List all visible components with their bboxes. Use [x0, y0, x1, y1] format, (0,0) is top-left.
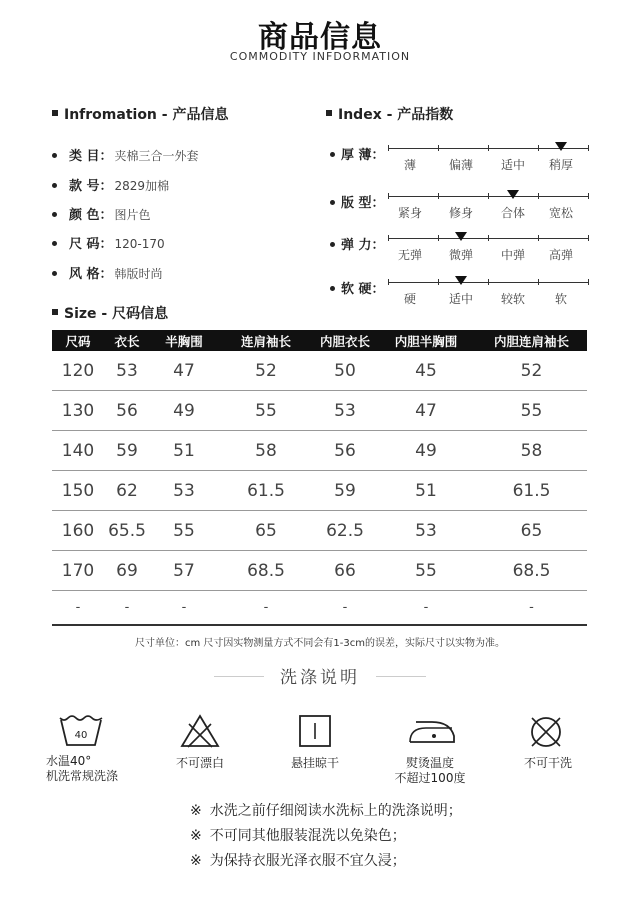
caption-line: 水温40° — [46, 754, 92, 768]
table-cell: 170 — [52, 551, 104, 591]
index-option: 无弹 — [397, 248, 422, 262]
reference-mark-icon: ※ — [190, 828, 202, 844]
index-scale-line — [388, 196, 588, 197]
scale-tick — [488, 279, 489, 285]
size-table — [52, 330, 587, 626]
size-column-header: 尺码 — [52, 330, 104, 351]
reference-mark-icon: ※ — [190, 853, 202, 869]
scale-tick — [588, 145, 589, 151]
caption-line: 悬挂晾干 — [290, 756, 339, 770]
care-note — [190, 850, 406, 870]
care-note-text: 水洗之前仔细阅读水洗标上的洗涤说明； — [209, 803, 462, 819]
caption-line: 不超过100度 — [394, 771, 466, 785]
scale-tick — [388, 193, 389, 199]
info-row-style — [52, 264, 163, 284]
table-cell: 51 — [150, 431, 218, 471]
table-cell: - — [52, 591, 104, 626]
index-option: 软 — [554, 292, 567, 306]
table-row — [52, 551, 587, 591]
info-row-size-range — [52, 234, 165, 254]
no-dry-clean-icon — [528, 714, 564, 750]
index-option: 薄 — [403, 158, 416, 172]
scale-tick — [588, 193, 589, 199]
info-value: 120-170 — [114, 237, 165, 251]
reference-mark-icon: ※ — [190, 803, 202, 819]
bullet-dot-icon — [52, 183, 57, 188]
bullet-dot-icon — [330, 286, 335, 291]
scale-tick — [438, 235, 439, 241]
table-cell: 65 — [218, 511, 314, 551]
table-cell: 61.5 — [218, 471, 314, 511]
index-scale-line — [388, 238, 588, 239]
table-row — [52, 511, 587, 551]
size-column-header: 连肩袖长 — [218, 330, 314, 351]
index-label: 弹 力： — [341, 238, 385, 253]
scale-tick — [488, 235, 489, 241]
table-cell: 52 — [476, 351, 587, 391]
index-label: 版 型： — [341, 196, 385, 211]
table-cell: 56 — [104, 391, 150, 431]
size-heading-text: Size - 尺码信息 — [64, 306, 169, 322]
table-cell: - — [476, 591, 587, 626]
info-label: 尺 码： — [69, 237, 113, 252]
index-label: 厚 薄： — [341, 148, 385, 163]
table-cell: 53 — [376, 511, 476, 551]
scale-tick — [438, 279, 439, 285]
index-option: 中弹 — [500, 248, 525, 262]
selected-marker-icon — [555, 142, 567, 151]
size-column-header: 内胆半胸围 — [376, 330, 476, 351]
page-title: 商品信息 — [258, 20, 382, 55]
scale-tick — [538, 145, 539, 151]
table-cell: 45 — [376, 351, 476, 391]
care-note — [190, 825, 406, 845]
hang-dry-caption — [275, 756, 355, 771]
table-cell: 59 — [314, 471, 376, 511]
table-cell: - — [376, 591, 476, 626]
index-option: 稍厚 — [548, 158, 573, 172]
scale-tick — [538, 235, 539, 241]
caption-line: 熨烫温度 — [405, 756, 454, 770]
scale-tick — [588, 235, 589, 241]
scale-tick — [438, 193, 439, 199]
size-column-header: 衣长 — [104, 330, 150, 351]
table-row — [52, 431, 587, 471]
bullet-dot-icon — [330, 152, 335, 157]
table-cell: 65.5 — [104, 511, 150, 551]
no-bleach-caption — [160, 756, 240, 771]
size-table-header — [52, 330, 587, 351]
info-row-category — [52, 146, 199, 166]
no-bleach-icon — [180, 714, 220, 748]
care-note-text: 为保持衣服光泽衣服不宜久浸； — [209, 853, 406, 869]
bullet-dot-icon — [330, 200, 335, 205]
index-label: 软 硬： — [341, 282, 385, 297]
bullet-dot-icon — [330, 242, 335, 247]
wash-temp-number: 40 — [74, 730, 88, 741]
table-cell: 62 — [104, 471, 150, 511]
square-bullet-icon — [326, 110, 332, 116]
table-cell: 65 — [476, 511, 587, 551]
index-option: 高弹 — [548, 248, 573, 262]
info-value: 图片色 — [114, 208, 151, 222]
table-cell: 49 — [376, 431, 476, 471]
wash-40-tub-icon — [58, 714, 104, 748]
table-row — [52, 471, 587, 511]
info-value: 韩版时尚 — [114, 267, 163, 281]
table-row — [52, 351, 587, 391]
info-value: 2829加棉 — [114, 179, 170, 193]
selected-marker-icon — [507, 190, 519, 199]
bullet-dot-icon — [52, 153, 57, 158]
size-column-header: 半胸围 — [150, 330, 218, 351]
table-cell: 52 — [218, 351, 314, 391]
page-subtitle: COMMODITY INFDORMATION — [229, 50, 411, 63]
table-cell: 66 — [314, 551, 376, 591]
index-option: 适中 — [448, 292, 473, 306]
info-value: 夹棉三合一外套 — [114, 149, 199, 163]
scale-tick — [438, 145, 439, 151]
table-cell: 47 — [150, 351, 218, 391]
scale-tick — [588, 279, 589, 285]
size-note: 尺寸单位：cm 尺寸因实物测量方式不同会有1-3cm的误差，实际尺寸以实物为准。 — [135, 638, 505, 649]
scale-tick — [538, 279, 539, 285]
caption-line: 机洗常规洗涤 — [46, 769, 119, 783]
table-cell: 59 — [104, 431, 150, 471]
table-cell: 53 — [314, 391, 376, 431]
scale-tick — [538, 193, 539, 199]
table-cell: 140 — [52, 431, 104, 471]
scale-tick — [488, 145, 489, 151]
table-cell: 150 — [52, 471, 104, 511]
info-heading-text: Infromation - 产品信息 — [64, 107, 229, 123]
table-cell: 49 — [150, 391, 218, 431]
index-option: 硬 — [403, 292, 416, 306]
table-cell: 51 — [376, 471, 476, 511]
divider — [376, 676, 426, 677]
iron-icon — [406, 716, 458, 746]
square-bullet-icon — [52, 309, 58, 315]
index-heading-text: Index - 产品指数 — [338, 107, 454, 123]
index-scale-line — [388, 282, 588, 283]
index-option: 紧身 — [397, 206, 422, 220]
scale-tick — [388, 235, 389, 241]
caption-line: 不可干洗 — [523, 756, 572, 770]
selected-marker-icon — [455, 232, 467, 241]
square-bullet-icon — [52, 110, 58, 116]
scale-tick — [388, 279, 389, 285]
table-row — [52, 391, 587, 431]
care-note-text: 不可同其他服装混洗以免染色； — [209, 828, 406, 844]
no-dry-clean-caption — [508, 756, 588, 771]
index-option: 合体 — [500, 206, 525, 220]
index-option: 修身 — [448, 206, 473, 220]
table-cell: 50 — [314, 351, 376, 391]
bullet-dot-icon — [52, 241, 57, 246]
size-heading — [52, 303, 168, 323]
bullet-dot-icon — [52, 212, 57, 217]
info-row-style-number — [52, 176, 169, 196]
table-cell: - — [104, 591, 150, 626]
table-cell: 55 — [376, 551, 476, 591]
table-cell: 53 — [150, 471, 218, 511]
table-cell: - — [314, 591, 376, 626]
index-option: 较软 — [500, 292, 525, 306]
table-cell: 55 — [476, 391, 587, 431]
size-column-header: 内胆衣长 — [314, 330, 376, 351]
index-option: 微弹 — [448, 248, 473, 262]
washing-title: 洗涤说明 — [280, 668, 360, 688]
info-row-color — [52, 205, 151, 225]
table-cell: 130 — [52, 391, 104, 431]
index-option: 适中 — [500, 158, 525, 172]
table-cell: 53 — [104, 351, 150, 391]
table-cell: 69 — [104, 551, 150, 591]
care-note — [190, 800, 462, 820]
scale-tick — [488, 193, 489, 199]
wash-caption — [46, 754, 150, 784]
table-cell: 55 — [218, 391, 314, 431]
table-cell: 58 — [476, 431, 587, 471]
info-label: 风 格： — [69, 267, 113, 282]
selected-marker-icon — [455, 276, 467, 285]
hang-dry-icon — [298, 714, 332, 748]
size-column-header: 内胆连肩袖长 — [476, 330, 587, 351]
index-heading — [326, 104, 453, 124]
info-label: 款 号： — [69, 179, 113, 194]
table-cell: 61.5 — [476, 471, 587, 511]
table-cell: 55 — [150, 511, 218, 551]
table-cell: - — [218, 591, 314, 626]
table-cell: 120 — [52, 351, 104, 391]
table-cell: - — [150, 591, 218, 626]
table-cell: 160 — [52, 511, 104, 551]
table-cell: 47 — [376, 391, 476, 431]
iron-caption — [380, 756, 480, 786]
caption-line: 不可漂白 — [175, 756, 224, 770]
table-row — [52, 591, 587, 626]
table-cell: 56 — [314, 431, 376, 471]
info-label: 类 目： — [69, 149, 113, 164]
index-option: 宽松 — [548, 206, 573, 220]
table-cell: 58 — [218, 431, 314, 471]
index-option: 偏薄 — [448, 158, 473, 172]
bullet-dot-icon — [52, 271, 57, 276]
table-cell: 68.5 — [218, 551, 314, 591]
table-cell: 62.5 — [314, 511, 376, 551]
info-label: 颜 色： — [69, 208, 113, 223]
table-cell: 68.5 — [476, 551, 587, 591]
table-cell: 57 — [150, 551, 218, 591]
info-heading — [52, 104, 228, 124]
scale-tick — [388, 145, 389, 151]
